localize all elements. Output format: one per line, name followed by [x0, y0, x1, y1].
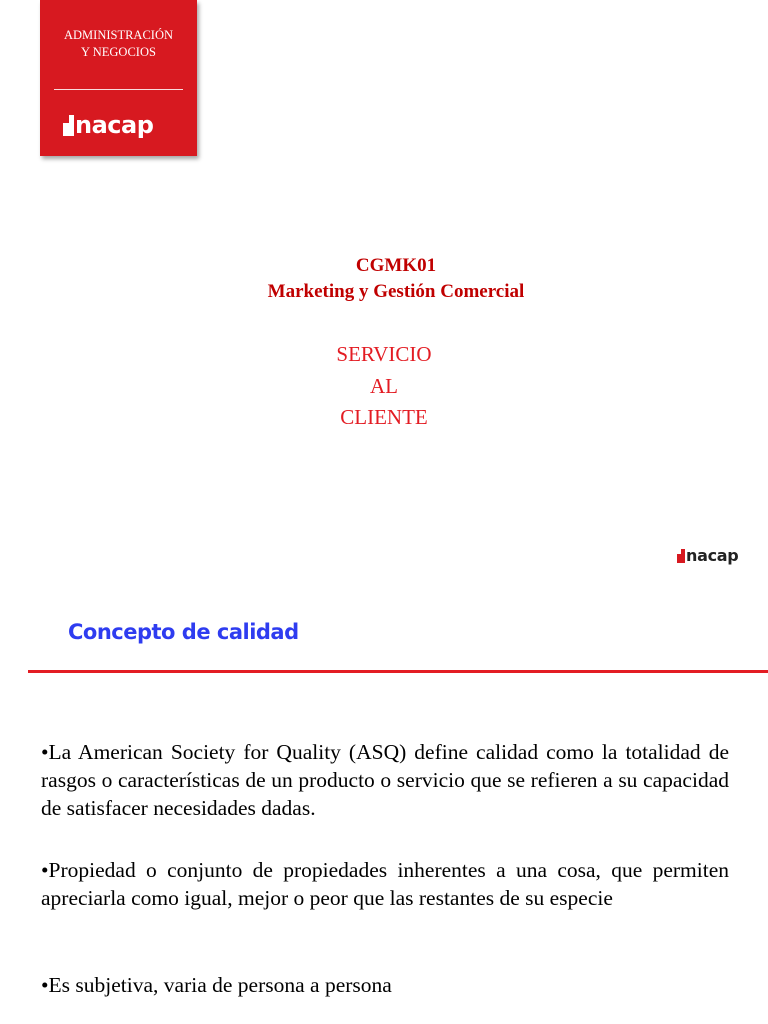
department-label	[40, 27, 197, 61]
inacap-logo-small-text: nacap	[686, 546, 739, 565]
slide-heading: Concepto de calidad	[68, 620, 299, 644]
department-line-2: Y NEGOCIOS	[81, 45, 156, 59]
content-slide	[0, 530, 768, 1024]
bullet-item: •Es subjetiva, varia de persona a persona	[41, 973, 392, 997]
course-name: Marketing y Gestión Comercial	[267, 281, 525, 302]
inacap-logo-mark-icon	[63, 115, 74, 136]
inacap-logo-small	[677, 546, 738, 566]
department-banner	[40, 0, 197, 156]
inacap-logo-mark-icon	[677, 549, 685, 563]
topic-line-2: AL	[370, 374, 398, 398]
department-line-1: ADMINISTRACIÓN	[63, 28, 174, 42]
topic-line-1: SERVICIO	[336, 342, 432, 366]
bullet-item: •Propiedad o conjunto de propiedades inherentes a una cosa, que permiten apreciarla como igual, mejor o peor que las restantes de su especie	[41, 858, 729, 910]
heading-underline	[28, 670, 768, 673]
inacap-logo	[63, 111, 153, 139]
banner-divider	[54, 89, 183, 90]
course-code: CGMK01	[355, 255, 437, 276]
topic-line-3: CLIENTE	[340, 405, 428, 429]
inacap-logo-text: nacap	[75, 111, 154, 139]
bullet-item: •La American Society for Quality (ASQ) define calidad como la totalidad de rasgos o características de un producto o servicio que se refieren a su capacidad de satisfacer necesidades dadas.	[41, 740, 729, 820]
